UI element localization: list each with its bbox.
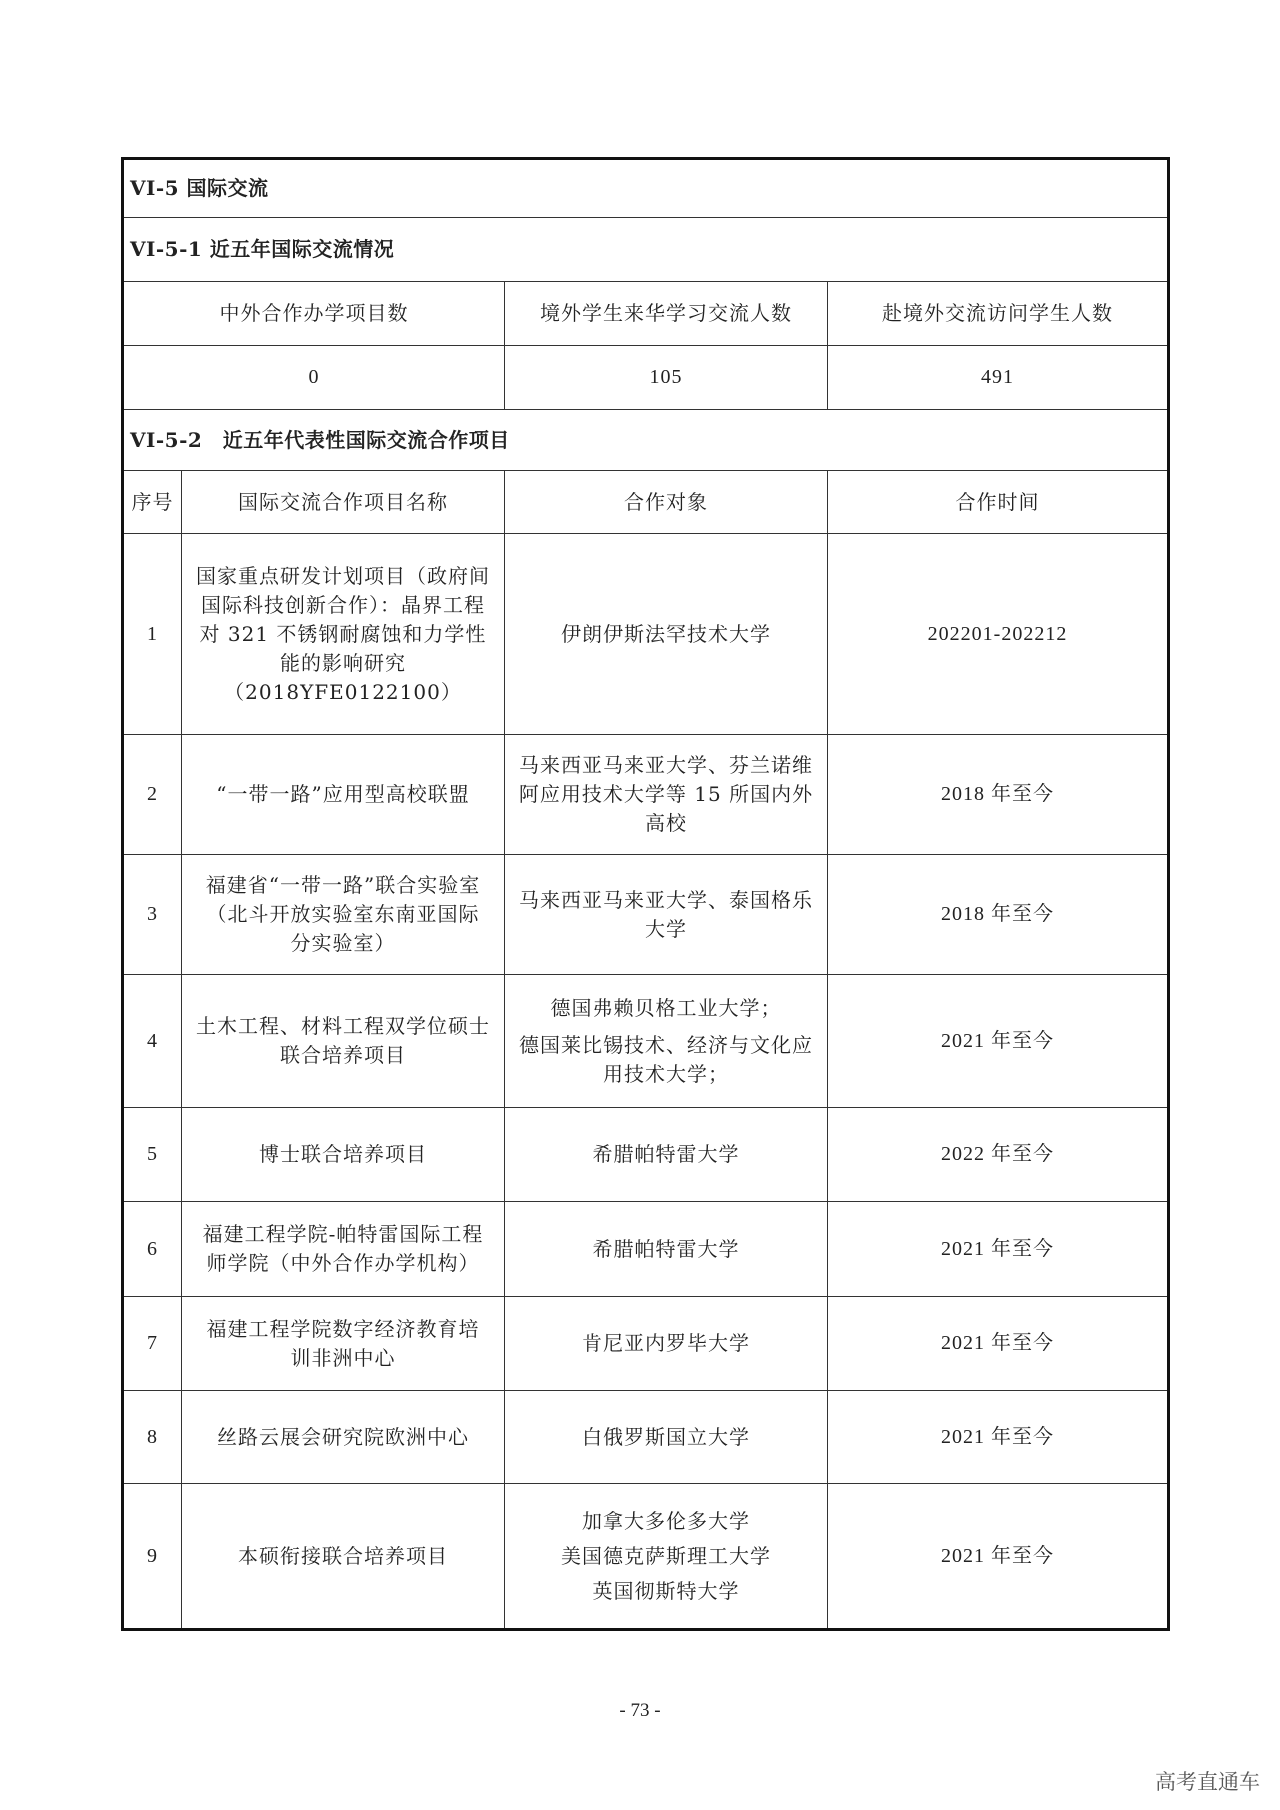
stats-header-row [123, 282, 1169, 346]
table-row [123, 1391, 1169, 1484]
stats-value-inbound-students: 105 [505, 346, 828, 410]
partner-line: 大学 [645, 916, 687, 941]
name-line: 福建工程学院-帕特雷国际工程 [202, 1222, 484, 1246]
stats-header-cooperative-programs: 中外合作办学项目数 [123, 282, 505, 346]
name-line: 能的影响研究 [280, 650, 406, 675]
partner-line: 德国弗赖贝格工业大学； [550, 995, 782, 1020]
row-project-name [182, 855, 505, 975]
table-row [123, 534, 1169, 735]
name-line: 对 321 不锈钢耐腐蚀和力学性 [199, 621, 487, 646]
name-line: 国家重点研发计划项目（政府间 [196, 563, 490, 588]
partner-line: 美国德克萨斯理工大学 [561, 1543, 771, 1568]
row-partner [505, 1484, 828, 1630]
name-line: 博士联合培养项目 [259, 1142, 427, 1166]
row-project-name [182, 735, 505, 855]
name-line: “一带一路”应用型高校联盟 [216, 782, 470, 806]
name-line: （北斗开放实验室东南亚国际 [206, 902, 480, 926]
row-no: 5 [123, 1108, 182, 1202]
row-partner [505, 534, 828, 735]
row-partner [505, 975, 828, 1108]
table-row [123, 1297, 1169, 1391]
stats-header-outbound-students: 赴境外交流访问学生人数 [828, 282, 1169, 346]
table-row [123, 975, 1169, 1108]
row-partner [505, 1108, 828, 1202]
row-no: 1 [123, 534, 182, 735]
name-line: 分实验室） [290, 931, 396, 955]
row-project-name [182, 1202, 505, 1297]
name-line: 福建工程学院数字经济教育培 [206, 1316, 480, 1341]
row-partner [505, 855, 828, 975]
partner-line: 希腊帕特雷大学 [592, 1236, 740, 1261]
row-no: 8 [123, 1391, 182, 1484]
row-time: 2021 年至今 [828, 975, 1169, 1108]
row-partner [505, 1391, 828, 1484]
partner-line: 德国莱比锡技术、经济与文化应 [519, 1032, 813, 1057]
row-time: 202201-202212 [828, 534, 1169, 735]
name-line: 土木工程、材料工程双学位硕士 [196, 1014, 490, 1038]
row-time: 2021 年至今 [828, 1202, 1169, 1297]
watermark-text: 高考直通车 [1155, 1770, 1260, 1794]
row-project-name [182, 1484, 505, 1630]
section-title: VI-5 国际交流 [123, 159, 1169, 218]
table-row [123, 1202, 1169, 1297]
stats-value-row [123, 346, 1169, 410]
subsection-title-exchange-stats: VI-5-1 近五年国际交流情况 [123, 218, 1169, 282]
name-line: 本硕衔接联合培养项目 [238, 1543, 448, 1568]
stats-header-inbound-students: 境外学生来华学习交流人数 [505, 282, 828, 346]
partner-line: 阿应用技术大学等 15 所国内外 [518, 782, 814, 806]
row-time: 2021 年至今 [828, 1391, 1169, 1484]
table-row [123, 855, 1169, 975]
subsection-title-projects: VI-5-2 近五年代表性国际交流合作项目 [123, 410, 1169, 471]
projects-header-no: 序号 [123, 471, 182, 534]
table-row [123, 735, 1169, 855]
row-no: 7 [123, 1297, 182, 1391]
row-time: 2022 年至今 [828, 1108, 1169, 1202]
partner-line: 高校 [645, 811, 687, 835]
stats-value-cooperative-programs: 0 [123, 346, 505, 410]
row-project-name [182, 534, 505, 735]
row-partner [505, 735, 828, 855]
name-line: 训非洲中心 [290, 1345, 396, 1370]
row-no: 2 [123, 735, 182, 855]
row-project-name [182, 1391, 505, 1484]
stats-value-outbound-students: 491 [828, 346, 1169, 410]
partner-line: 用技术大学； [603, 1061, 729, 1086]
partner-line: 马来西亚马来亚大学、芬兰诺维 [519, 753, 813, 777]
projects-header-row [123, 471, 1169, 534]
table-row [123, 1108, 1169, 1202]
row-no: 6 [123, 1202, 182, 1297]
partner-line: 英国彻斯特大学 [592, 1578, 740, 1603]
row-no: 3 [123, 855, 182, 975]
projects-header-time: 合作时间 [828, 471, 1169, 534]
international-exchange-table [121, 157, 1170, 1631]
name-line: 联合培养项目 [280, 1043, 406, 1067]
row-no: 4 [123, 975, 182, 1108]
partner-line: 白俄罗斯国立大学 [582, 1424, 750, 1449]
row-time: 2018 年至今 [828, 735, 1169, 855]
row-no: 9 [123, 1484, 182, 1630]
projects-header-partner: 合作对象 [505, 471, 828, 534]
row-partner [505, 1202, 828, 1297]
row-project-name [182, 1297, 505, 1391]
partner-line: 马来西亚马来亚大学、泰国格乐 [519, 887, 813, 912]
table-row [123, 1484, 1169, 1630]
name-line: 师学院（中外合作办学机构） [206, 1251, 480, 1275]
partner-line: 肯尼亚内罗毕大学 [582, 1331, 750, 1355]
row-project-name [182, 1108, 505, 1202]
projects-header-name: 国际交流合作项目名称 [182, 471, 505, 534]
row-time: 2018 年至今 [828, 855, 1169, 975]
name-line: 丝路云展会研究院欧洲中心 [217, 1424, 469, 1449]
name-line: （2018YFE0122100） [224, 679, 462, 704]
row-partner [505, 1297, 828, 1391]
partner-line: 加拿大多伦多大学 [582, 1508, 750, 1533]
partner-line: 伊朗伊斯法罕技术大学 [561, 621, 771, 646]
partner-line: 希腊帕特雷大学 [592, 1142, 740, 1166]
row-time: 2021 年至今 [828, 1484, 1169, 1630]
name-line: 福建省“一带一路”联合实验室 [205, 873, 481, 897]
row-time: 2021 年至今 [828, 1297, 1169, 1391]
page-number: - 73 - [619, 1700, 661, 1721]
name-line: 国际科技创新合作）：晶界工程 [201, 592, 485, 617]
row-project-name [182, 975, 505, 1108]
